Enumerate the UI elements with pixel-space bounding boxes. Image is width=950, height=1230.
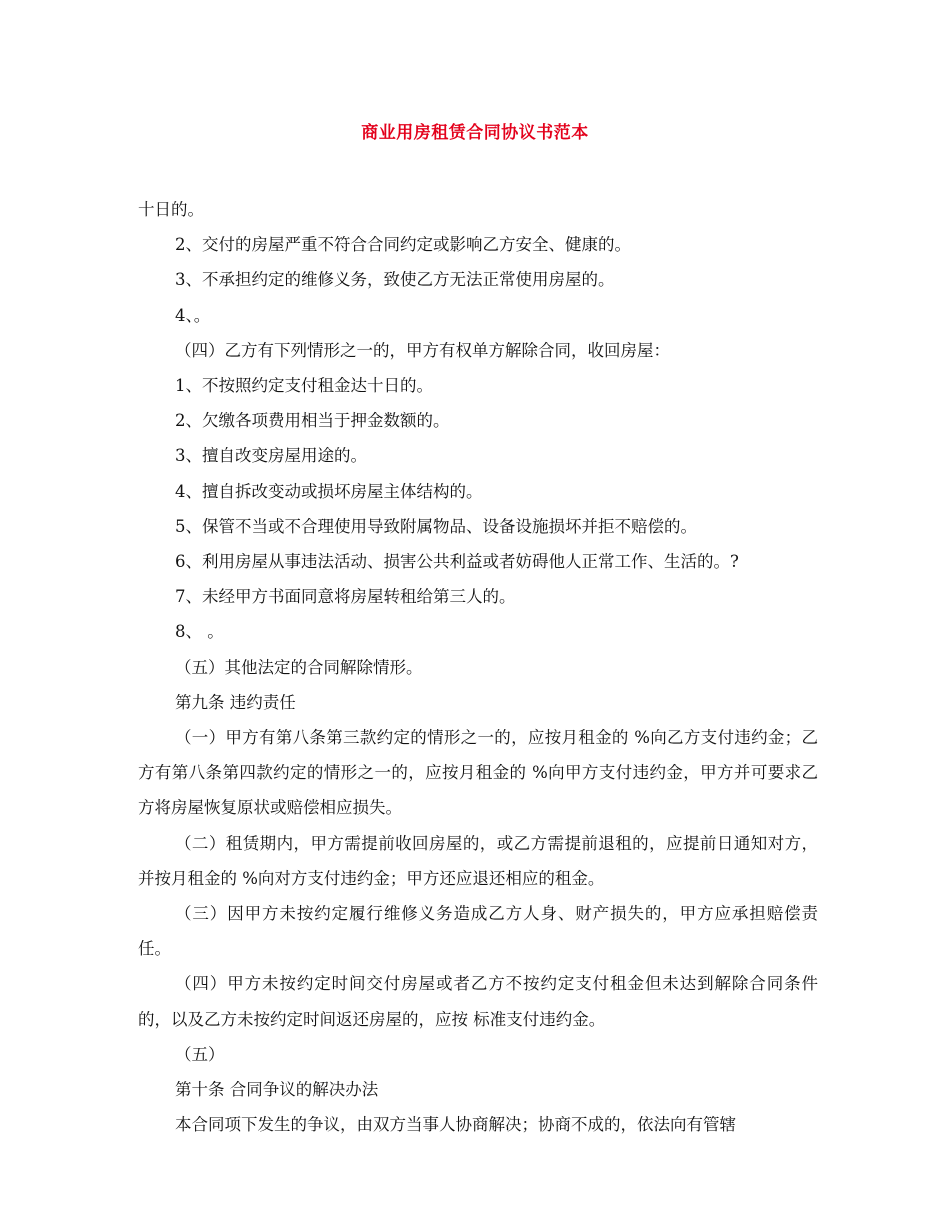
paragraph: （四）乙方有下列情形之一的，甲方有权单方解除合同，收回房屋： bbox=[175, 340, 670, 360]
paragraph: 5、保管不当或不合理使用导致附属物品、设备设施损坏并拒不赔偿的。 bbox=[175, 516, 697, 536]
paragraph: （四）甲方未按约定时间交付房屋或者乙方不按约定支付租金但未达到解除合同条件的，以及乙方未按约定时间返还房屋的，应按 标准支付违约金。 bbox=[138, 974, 818, 1029]
paragraph: 本合同项下发生的争议，由双方当事人协商解决；协商不成的，依法向有管辖 bbox=[175, 1115, 736, 1135]
paragraph: 4、擅自拆改变动或损坏房屋主体结构的。 bbox=[175, 481, 483, 501]
paragraph: 3、擅自改变房屋用途的。 bbox=[175, 446, 367, 466]
paragraph: 4、。 bbox=[175, 305, 211, 325]
paragraph: 1、不按照约定支付租金达十日的。 bbox=[175, 376, 433, 396]
paragraph: 3、不承担约定的维修义务，致使乙方无法正常使用房屋的。 bbox=[175, 270, 615, 290]
paragraph: 第九条 违约责任 bbox=[175, 692, 296, 712]
paragraph: 6、利用房屋从事违法活动、损害公共利益或者妨碍他人正常工作、生活的。? bbox=[175, 552, 739, 572]
document-body bbox=[138, 192, 818, 1142]
paragraph: （一）甲方有第八条第三款约定的情形之一的，应按月租金的 %向乙方支付违约金；乙方有第八条第四款约定的情形之一的，应按月租金的 %向甲方支付违约金，甲方并可要求乙方将房屋恢复原状或赔偿相应损失。 bbox=[138, 728, 818, 818]
paragraph: （二）租赁期内，甲方需提前收回房屋的，或乙方需提前退租的，应提前日通知对方，并按月租金的 %向对方支付违约金；甲方还应退还相应的租金。 bbox=[138, 833, 818, 888]
document-title: 商业用房租赁合同协议书范本 bbox=[361, 123, 589, 143]
paragraph: 十日的。 bbox=[138, 200, 204, 219]
paragraph: 8、 。 bbox=[175, 622, 224, 642]
paragraph: 2、交付的房屋严重不符合合同约定或影响乙方安全、健康的。 bbox=[175, 235, 631, 255]
paragraph: 2、欠缴各项费用相当于押金数额的。 bbox=[175, 411, 450, 431]
paragraph: （五）其他法定的合同解除情形。 bbox=[175, 657, 423, 677]
paragraph: （三）因甲方未按约定履行维修义务造成乙方人身、财产损失的，甲方应承担赔偿责任。 bbox=[138, 904, 818, 959]
paragraph: （五） bbox=[175, 1044, 225, 1064]
paragraph: 7、未经甲方书面同意将房屋转租给第三人的。 bbox=[175, 587, 516, 607]
paragraph: 第十条 合同争议的解决办法 bbox=[175, 1080, 379, 1100]
